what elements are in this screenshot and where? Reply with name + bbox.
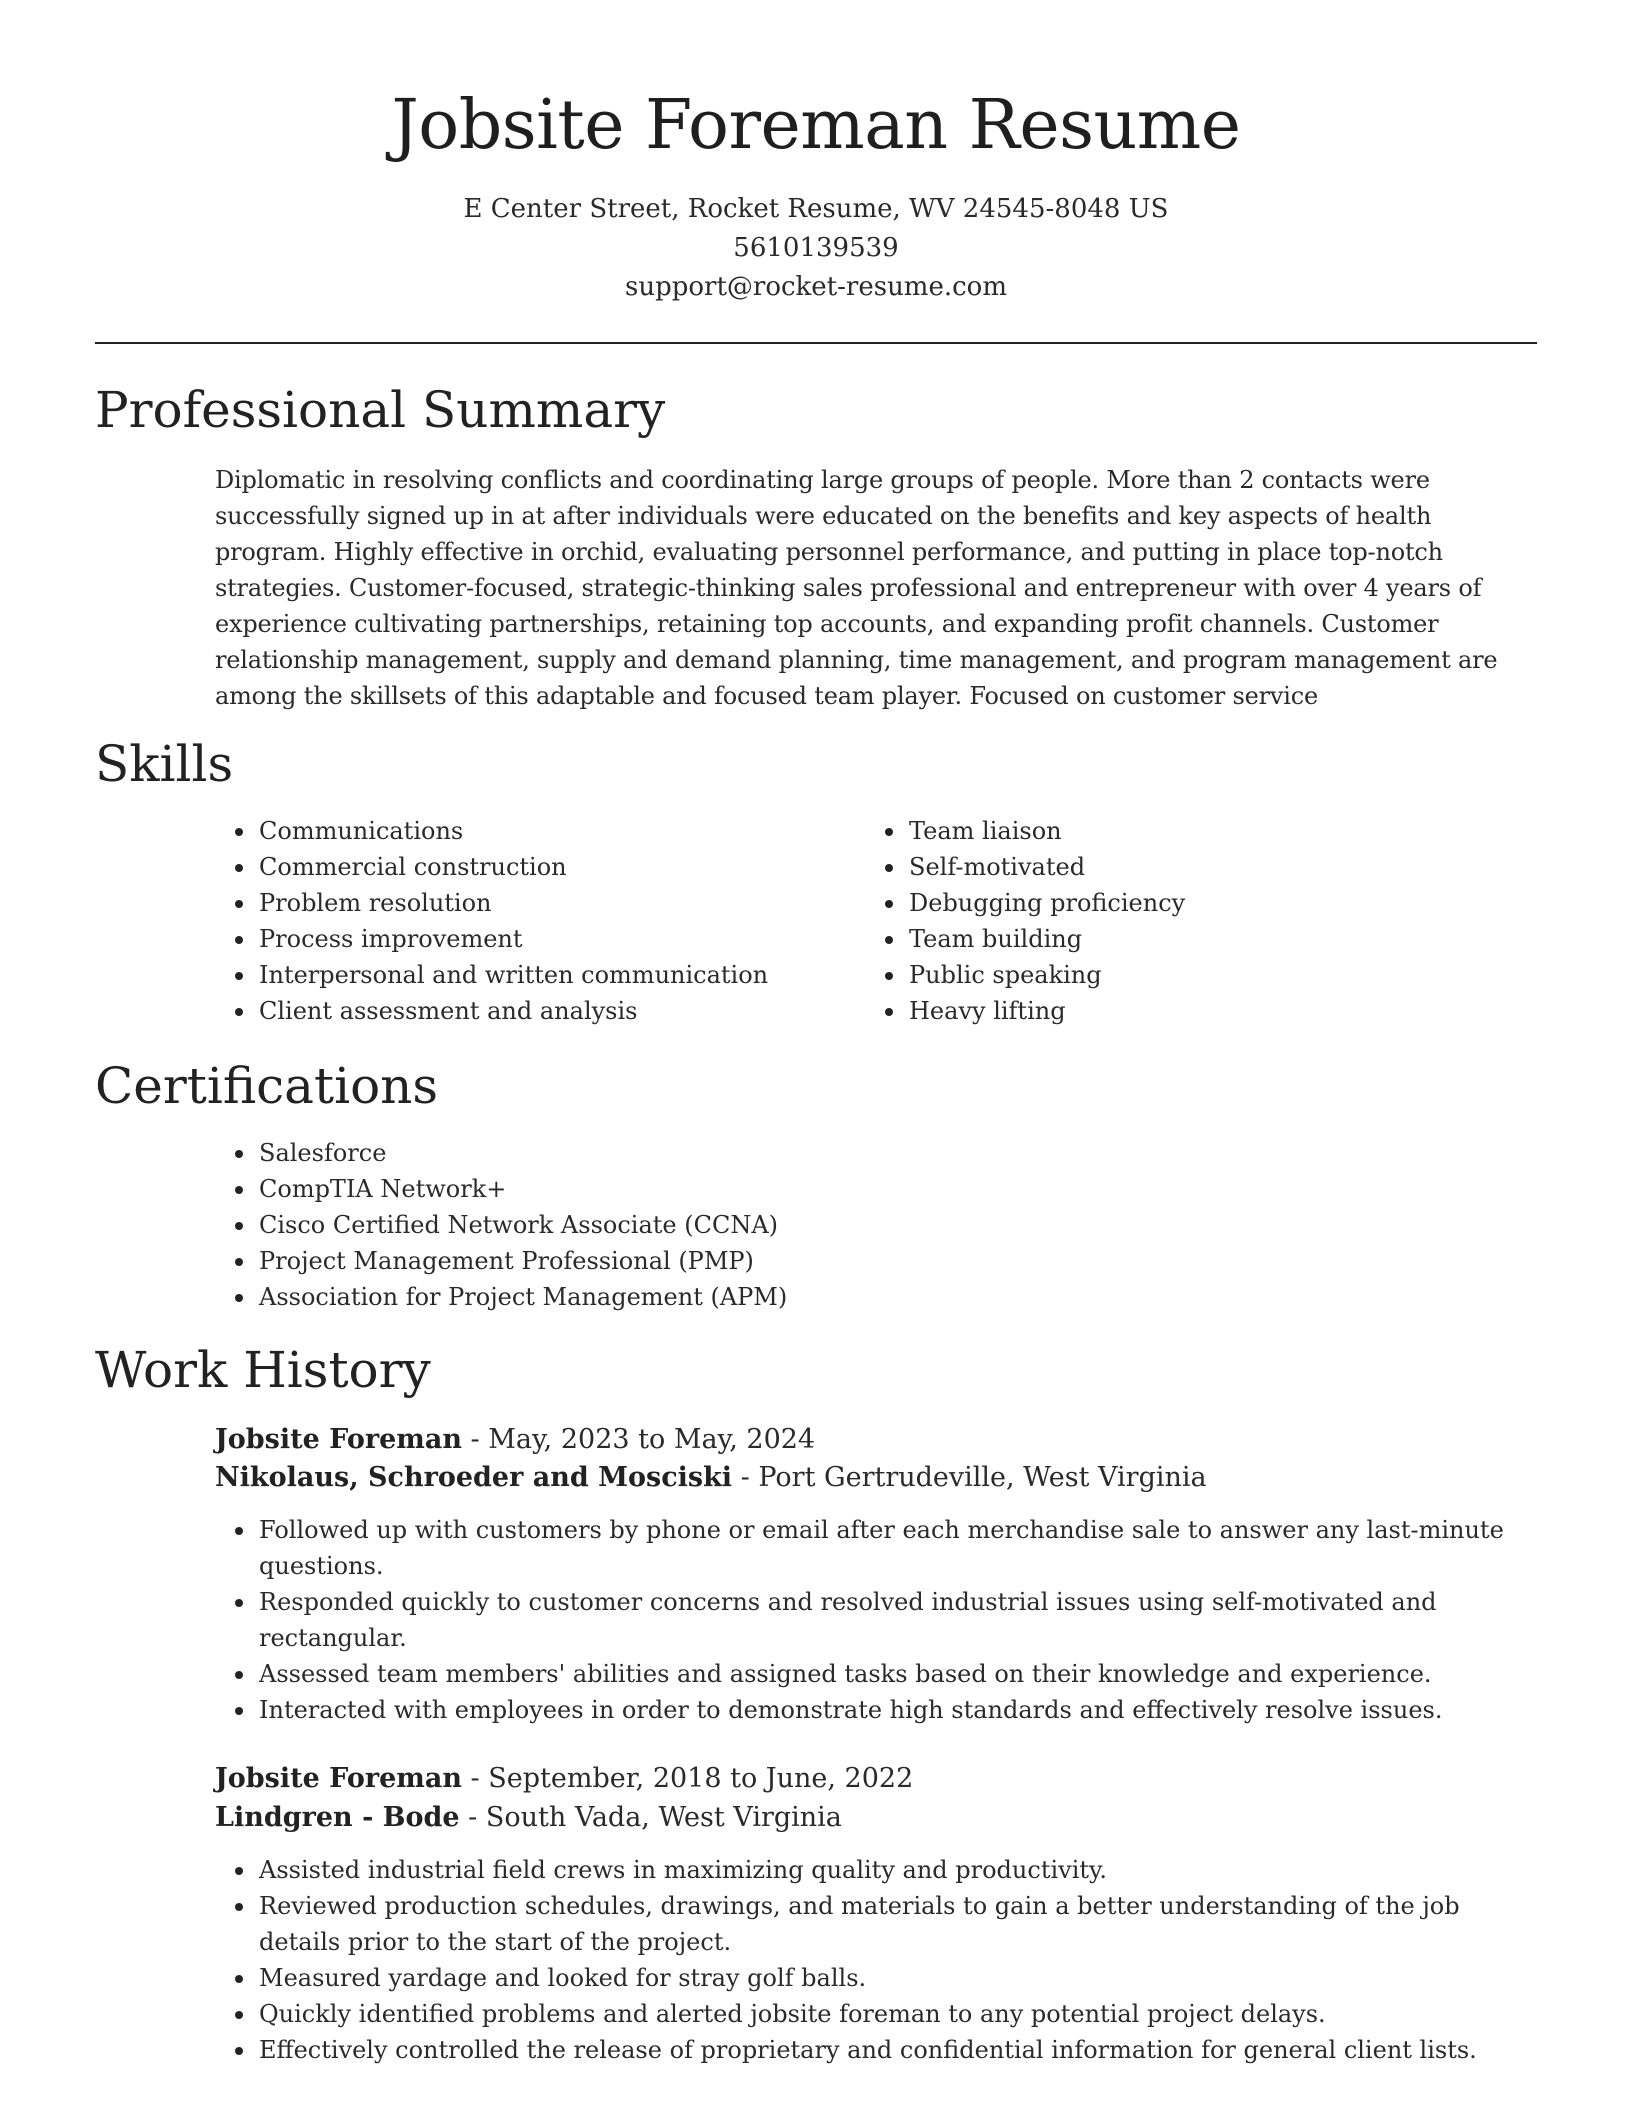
list-item: Cisco Certified Network Associate (CCNA) bbox=[215, 1207, 1115, 1243]
list-item: Assessed team members' abilities and assigned tasks based on their knowledge and experience. bbox=[215, 1656, 1545, 1692]
list-item: Client assessment and analysis bbox=[215, 993, 815, 1029]
list-item: Communications bbox=[215, 813, 815, 849]
work-history-heading: Work History bbox=[95, 1341, 431, 1399]
job-title: Jobsite Foreman bbox=[215, 1763, 462, 1794]
list-item: Quickly identified problems and alerted jobsite foreman to any potential project delays. bbox=[215, 1996, 1545, 2032]
email: support@rocket-resume.com bbox=[624, 272, 1007, 302]
list-item: Public speaking bbox=[865, 957, 1465, 993]
job-dates: - May, 2023 to May, 2024 bbox=[461, 1424, 816, 1455]
list-item: Interacted with employees in order to demonstrate high standards and effectively resolve issues. bbox=[215, 1692, 1545, 1728]
summary-text: Diplomatic in resolving conflicts and coordinating large groups of people. More than 2 contacts were successfully signed up in at after individuals were educated on the benefits and key aspects of health program. Highly effective in orchid, evaluating personnel performance, and putting in place top-notch strategies. Customer-focused, strategic-thinking sales professional and entrepreneur with over 4 years of experience cultivating partnerships, retaining top accounts, and expanding profit channels. Customer relationship management, supply and demand planning, time management, and program management are among the skillsets of this adaptable and focused team player. Focused on customer service bbox=[215, 466, 1498, 710]
list-item: Measured yardage and looked for stray golf balls. bbox=[215, 1960, 1545, 1996]
list-item: Followed up with customers by phone or email after each merchandise sale to answer any last-minute questions. bbox=[215, 1512, 1545, 1584]
list-item: Heavy lifting bbox=[865, 993, 1465, 1029]
list-item: Interpersonal and written communication bbox=[215, 957, 815, 993]
certifications-list bbox=[215, 1135, 1115, 1315]
list-item: Team liaison bbox=[865, 813, 1465, 849]
list-item: Problem resolution bbox=[215, 885, 815, 921]
job-dates: - September, 2018 to June, 2022 bbox=[461, 1763, 914, 1794]
certifications-heading: Certifications bbox=[95, 1057, 439, 1115]
job-company-line bbox=[215, 1459, 1207, 1497]
job-title: Jobsite Foreman bbox=[215, 1424, 462, 1455]
job-company-line bbox=[215, 1799, 842, 1837]
skills-list-right bbox=[865, 813, 1465, 1029]
resume-title: Jobsite Foreman Resume bbox=[391, 86, 1241, 165]
job-title-line bbox=[215, 1421, 815, 1459]
list-item: Responded quickly to customer concerns and resolved industrial issues using self-motivated and rectangular. bbox=[215, 1584, 1545, 1656]
job-company: Nikolaus, Schroeder and Mosciski bbox=[215, 1462, 733, 1493]
header-divider bbox=[95, 342, 1537, 344]
list-item: Process improvement bbox=[215, 921, 815, 957]
list-item: Assisted industrial field crews in maximizing quality and productivity. bbox=[215, 1852, 1545, 1888]
contact-block bbox=[95, 190, 1537, 307]
list-item: Project Management Professional (PMP) bbox=[215, 1243, 1115, 1279]
address: E Center Street, Rocket Resume, WV 24545-8048 US bbox=[463, 194, 1169, 224]
job-location: - Port Gertrudeville, West Virginia bbox=[732, 1462, 1207, 1493]
list-item: Debugging proficiency bbox=[865, 885, 1465, 921]
skills-heading: Skills bbox=[95, 735, 234, 793]
list-item: Team building bbox=[865, 921, 1465, 957]
list-item: Association for Project Management (APM) bbox=[215, 1279, 1115, 1315]
list-item: Commercial construction bbox=[215, 849, 815, 885]
job-bullets bbox=[215, 1852, 1545, 2068]
list-item: Self-motivated bbox=[865, 849, 1465, 885]
job-title-line bbox=[215, 1760, 913, 1798]
list-item: CompTIA Network+ bbox=[215, 1171, 1115, 1207]
job-location: - South Vada, West Virginia bbox=[459, 1802, 842, 1833]
job-company: Lindgren - Bode bbox=[215, 1802, 460, 1833]
list-item: Salesforce bbox=[215, 1135, 1115, 1171]
list-item: Reviewed production schedules, drawings, and materials to gain a better understanding of the job details prior to the start of the project. bbox=[215, 1888, 1545, 1960]
summary-heading: Professional Summary bbox=[95, 381, 666, 439]
skills-list-left bbox=[215, 813, 815, 1029]
job-bullets bbox=[215, 1512, 1545, 1728]
phone: 5610139539 bbox=[733, 233, 899, 263]
list-item: Effectively controlled the release of proprietary and confidential information for general client lists. bbox=[215, 2032, 1545, 2068]
